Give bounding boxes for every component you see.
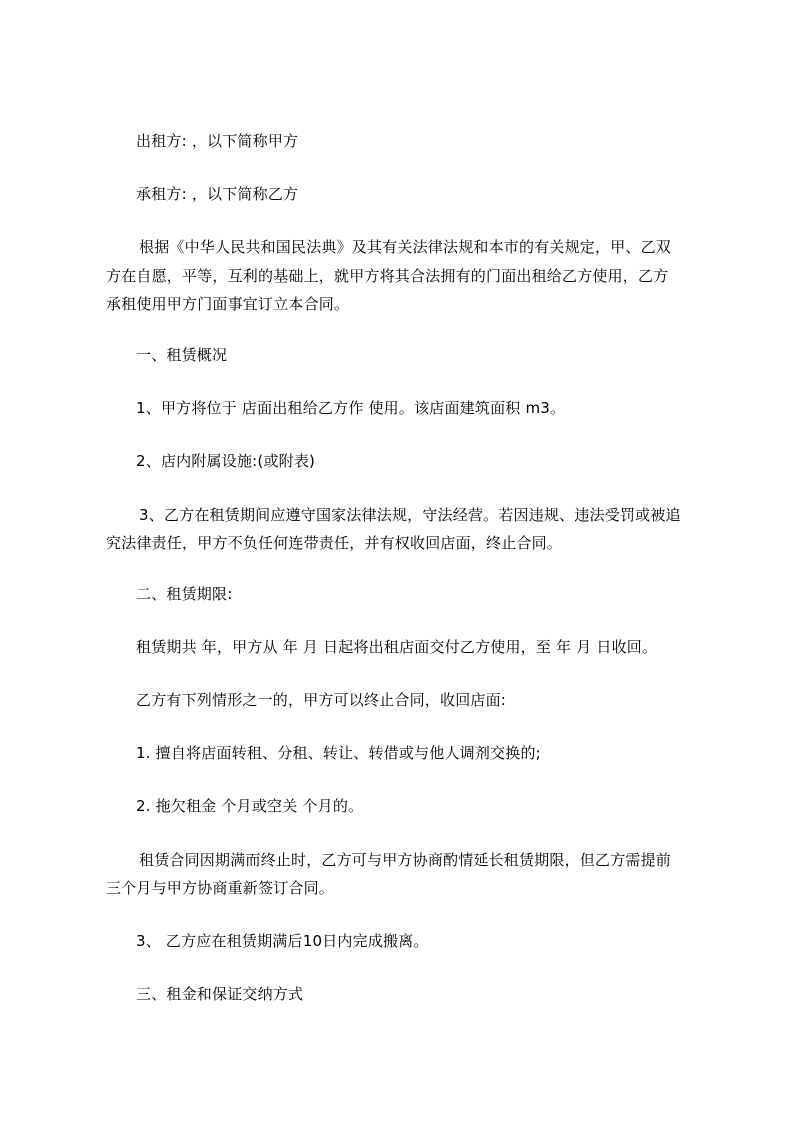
section-1-heading: 一、租赁概况 — [136, 346, 228, 364]
clause-1-3-line-1: 3、乙方在租赁期间应遵守国家法律法规，守法经营。若因违规、违法受罚或被追 — [139, 506, 681, 524]
termination-item-2: 2. 拖欠租金 个月或空关 个月的。 — [136, 797, 364, 815]
clause-1-3-line-2: 究法律责任，甲方不负任何连带责任，并有权收回店面，终止合同。 — [106, 534, 563, 552]
preamble-line-1: 根据《中华人民共和国民法典》及其有关法律法规和本市的有关规定，甲、乙双 — [139, 238, 672, 256]
termination-intro: 乙方有下列情形之一的，甲方可以终止合同，收回店面: — [136, 691, 507, 709]
renewal-line-1: 租赁合同因期满而终止时，乙方可与甲方协商酌情延长租赁期限，但乙方需提前 — [139, 851, 672, 869]
lessee-line: 承租方: ，以下简称乙方 — [136, 185, 299, 203]
section-3-heading: 三、租金和保证交纳方式 — [136, 985, 304, 1003]
lease-term-line: 租赁期共 年，甲方从 年 月 日起将出租店面交付乙方使用，至 年 月 日收回。 — [136, 638, 658, 656]
lessor-line: 出租方: ，以下简称甲方 — [136, 132, 299, 150]
renewal-line-2: 三个月与甲方协商重新签订合同。 — [106, 879, 335, 897]
termination-item-1: 1. 擅自将店面转租、分租、转让、转借或与他人调剂交换的; — [136, 744, 541, 762]
preamble-line-3: 承租使用甲方门面事宜订立本合同。 — [106, 295, 350, 313]
preamble-line-2: 方在自愿，平等，互利的基础上，就甲方将其合法拥有的门面出租给乙方使用，乙方 — [106, 267, 669, 285]
clause-2-3: 3、 乙方应在租赁期满后10日内完成搬离。 — [136, 932, 429, 950]
section-2-heading: 二、租赁期限: — [136, 585, 233, 603]
clause-1-2: 2、店内附属设施:(或附表) — [136, 452, 316, 470]
clause-1-1: 1、甲方将位于 店面出租给乙方作 使用。该店面建筑面积 m3。 — [136, 399, 566, 417]
